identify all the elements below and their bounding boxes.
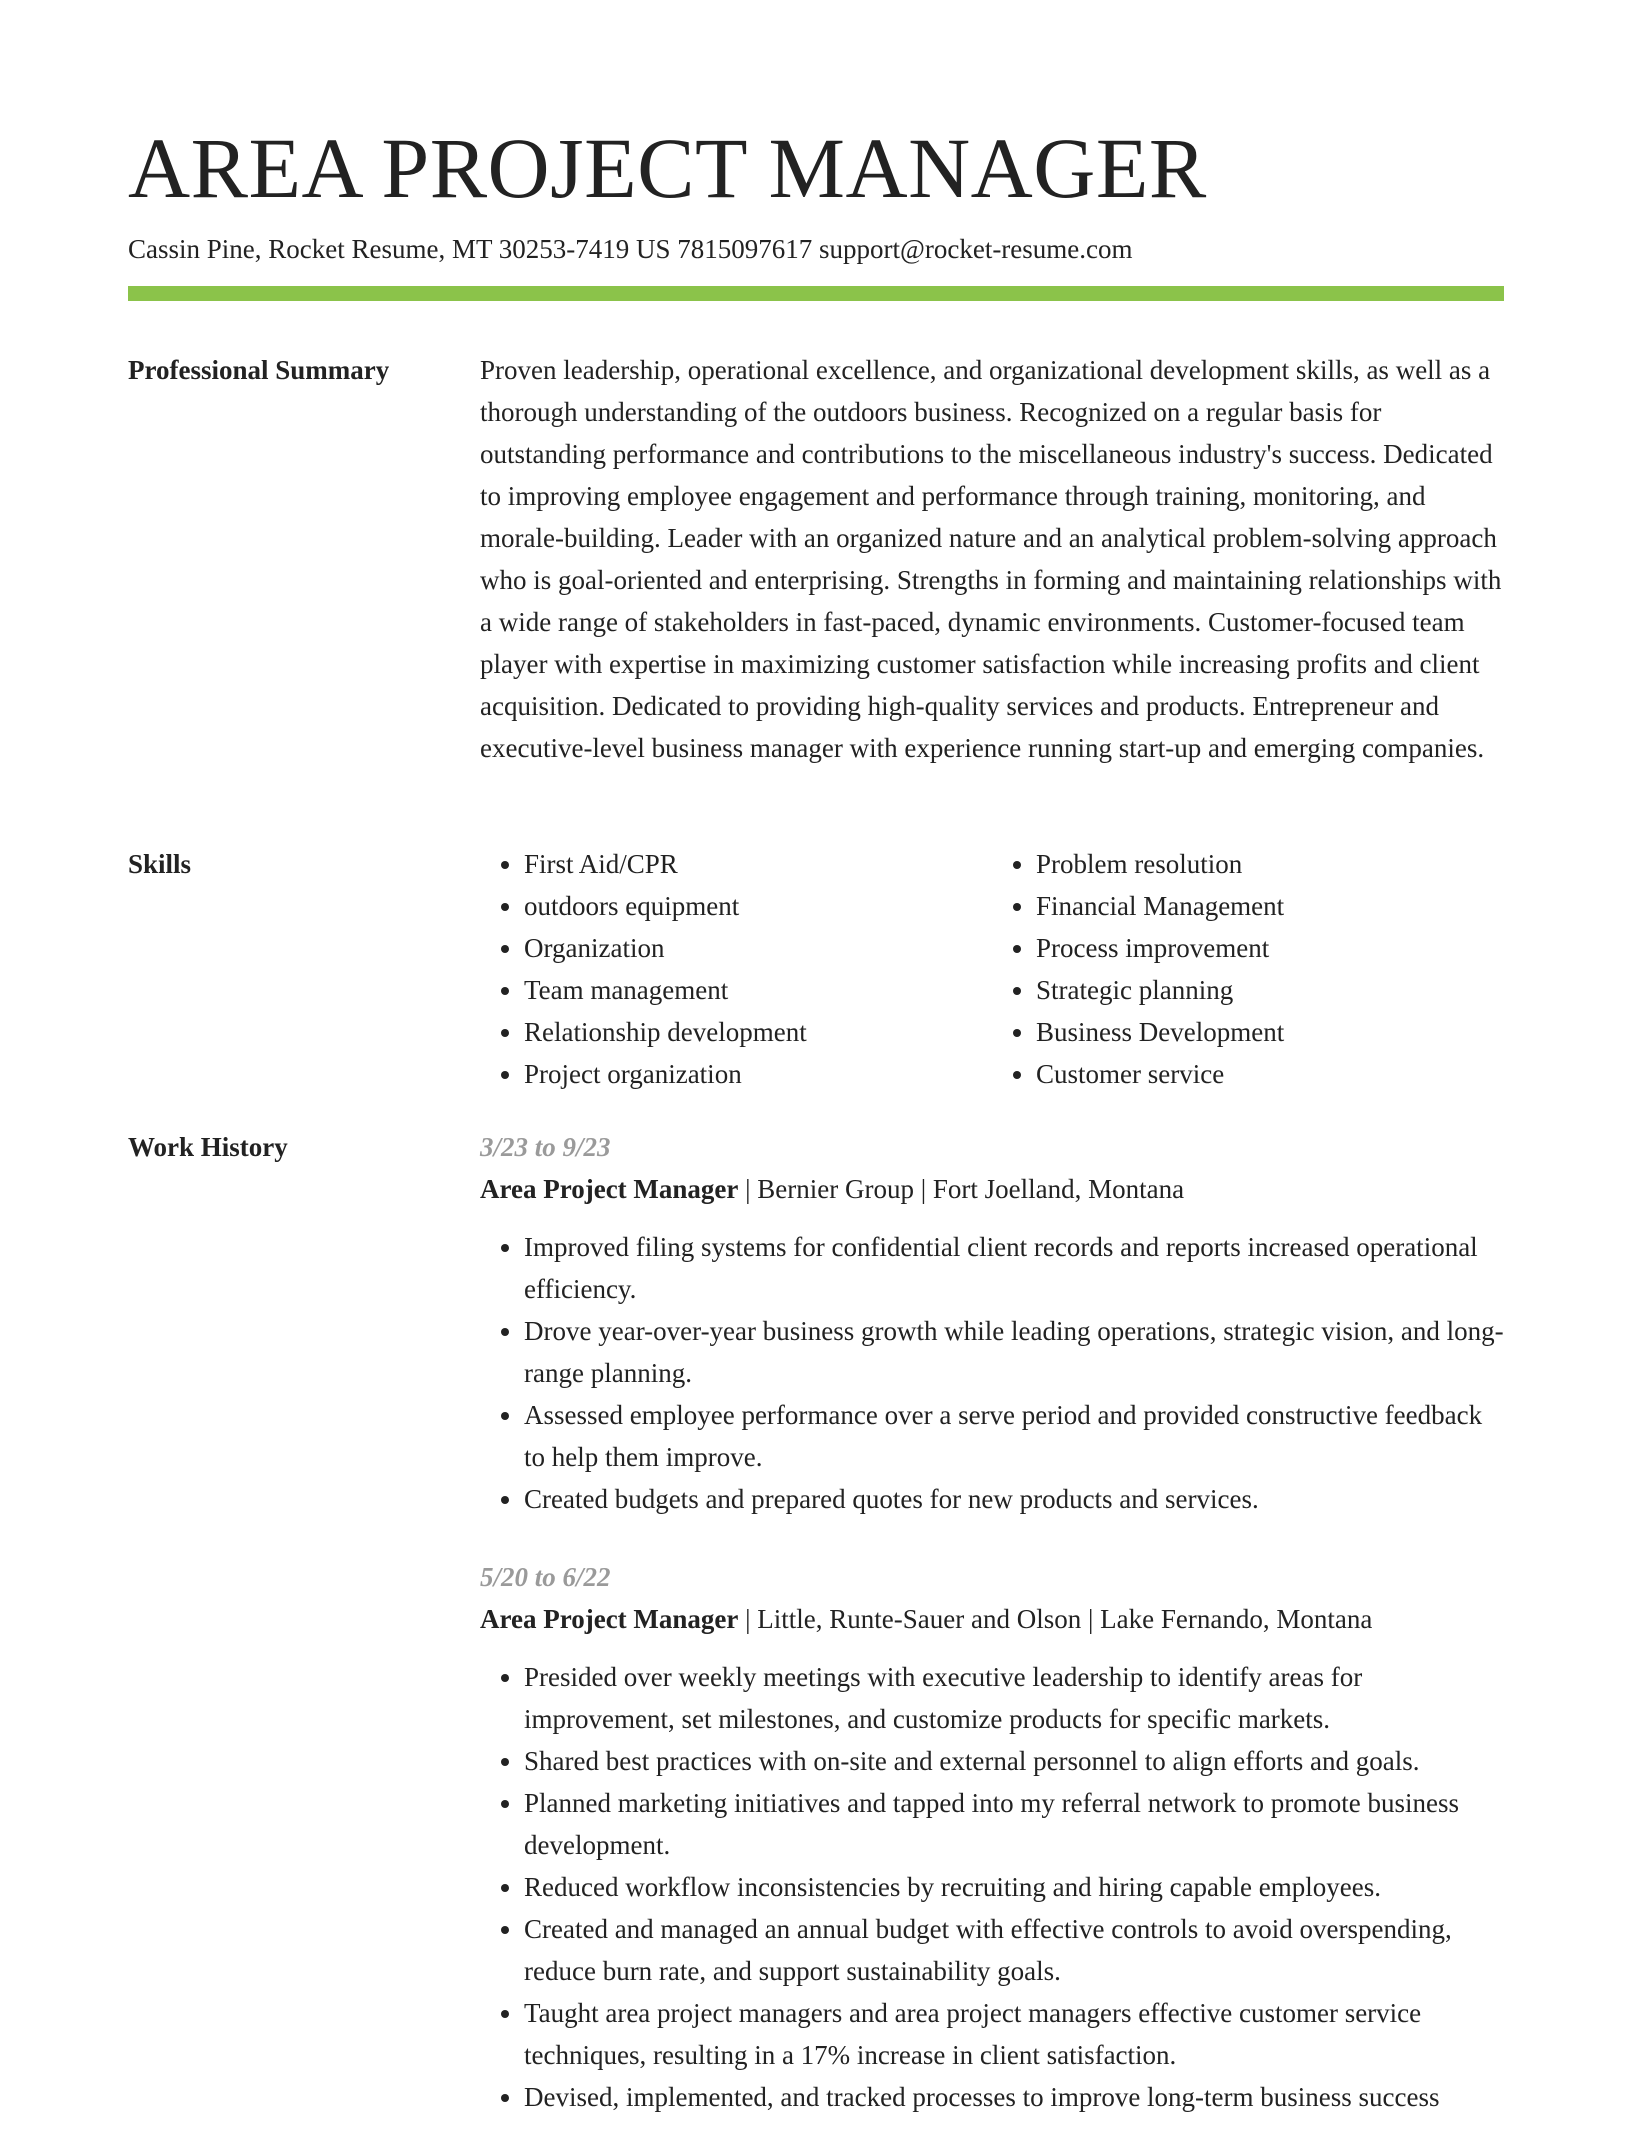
skills-body xyxy=(480,843,1504,1095)
job-dates: 3/23 to 9/23 xyxy=(480,1132,611,1162)
work-history-heading: Work History xyxy=(128,1132,288,1162)
skill-item: • outdoors equipment xyxy=(524,885,992,927)
work-history-body xyxy=(480,1126,1504,2154)
job-dates: 5/20 to 6/22 xyxy=(480,1562,611,1592)
skill-item: • Relationship development xyxy=(524,1011,992,1053)
job-bullet: • Taught area project managers and area project managers effective customer service techniques, resulting in a 17% increase in client satisfaction. xyxy=(524,1992,1504,2076)
skill-item: • Financial Management xyxy=(1036,885,1504,927)
job-bullet: • Devised, implemented, and tracked processes to improve long-term business success xyxy=(524,2076,1504,2118)
job-bullet: • Created budgets and prepared quotes for new products and services. xyxy=(524,1478,1504,1520)
resume-name-heading: AREA PROJECT MANAGER xyxy=(128,120,1207,216)
job-bullet: • Improved filing systems for confidential client records and reports increased operational efficiency. xyxy=(524,1226,1504,1310)
job-bullet: • Reduced workflow inconsistencies by recruiting and hiring capable employees. xyxy=(524,1866,1504,1908)
skills-column-right xyxy=(992,843,1504,1095)
summary-heading: Professional Summary xyxy=(128,355,390,385)
job-bullet: • Presided over weekly meetings with executive leadership to identify areas for improvement, set milestones, and customize products for specific markets. xyxy=(524,1656,1504,1740)
job-company-location: | Bernier Group | Fort Joelland, Montana xyxy=(738,1174,1185,1204)
job-title-line xyxy=(480,1598,1504,1640)
job-entry xyxy=(480,1126,1504,1520)
skills-column-left xyxy=(480,843,992,1095)
skill-item: • Project organization xyxy=(524,1053,992,1095)
skill-item: • Business Development xyxy=(1036,1011,1504,1053)
job-title: Area Project Manager xyxy=(480,1604,739,1634)
summary-text: Proven leadership, operational excellence, and organizational development skills, as well as a thorough understanding of the outdoors business. Recognized on a regular basis for outstanding performance and contributions to the miscellaneous industry's success. Dedicated to improving employee engagement and performance through training, monitoring, and morale-building. Leader with an organized nature and an analytical problem-solving approach who is goal-oriented and enterprising. Strengths in forming and maintaining relationships with a wide range of stakeholders in fast-paced, dynamic environments. Customer-focused team player with expertise in maximizing customer satisfaction while increasing profits and client acquisition. Dedicated to providing high-quality services and products. Entrepreneur and executive-level business manager with experience running start-up and emerging companies. xyxy=(480,355,1502,763)
contact-line: Cassin Pine, Rocket Resume, MT 30253-7419 US 7815097617 support@rocket-resume.com xyxy=(128,234,1133,264)
job-entry xyxy=(480,1556,1504,2118)
job-bullet: • Shared best practices with on-site and external personnel to align efforts and goals. xyxy=(524,1740,1504,1782)
skills-heading: Skills xyxy=(128,849,192,879)
job-bullet: • Planned marketing initiatives and tapped into my referral network to promote business development. xyxy=(524,1782,1504,1866)
job-bullets xyxy=(480,1226,1504,1520)
accent-divider xyxy=(128,286,1504,301)
skill-item: • Process improvement xyxy=(1036,927,1504,969)
skills-columns xyxy=(480,843,1504,1095)
skill-item: • Strategic planning xyxy=(1036,969,1504,1011)
job-bullet: • Created and managed an annual budget with effective controls to avoid overspending, reduce burn rate, and support sustainability goals. xyxy=(524,1908,1504,1992)
job-company-location: | Little, Runte-Sauer and Olson | Lake Fernando, Montana xyxy=(738,1604,1373,1634)
job-bullet: • Drove year-over-year business growth while leading operations, strategic vision, and long-range planning. xyxy=(524,1310,1504,1394)
job-title-line xyxy=(480,1168,1504,1210)
job-bullets xyxy=(480,1656,1504,2118)
skill-item: • First Aid/CPR xyxy=(524,843,992,885)
job-bullet: • Assessed employee performance over a serve period and provided constructive feedback to help them improve. xyxy=(524,1394,1504,1478)
summary-body xyxy=(480,349,1504,769)
skill-item: • Team management xyxy=(524,969,992,1011)
job-title: Area Project Manager xyxy=(480,1174,739,1204)
skill-item: • Customer service xyxy=(1036,1053,1504,1095)
skill-item: • Problem resolution xyxy=(1036,843,1504,885)
skill-item: • Organization xyxy=(524,927,992,969)
